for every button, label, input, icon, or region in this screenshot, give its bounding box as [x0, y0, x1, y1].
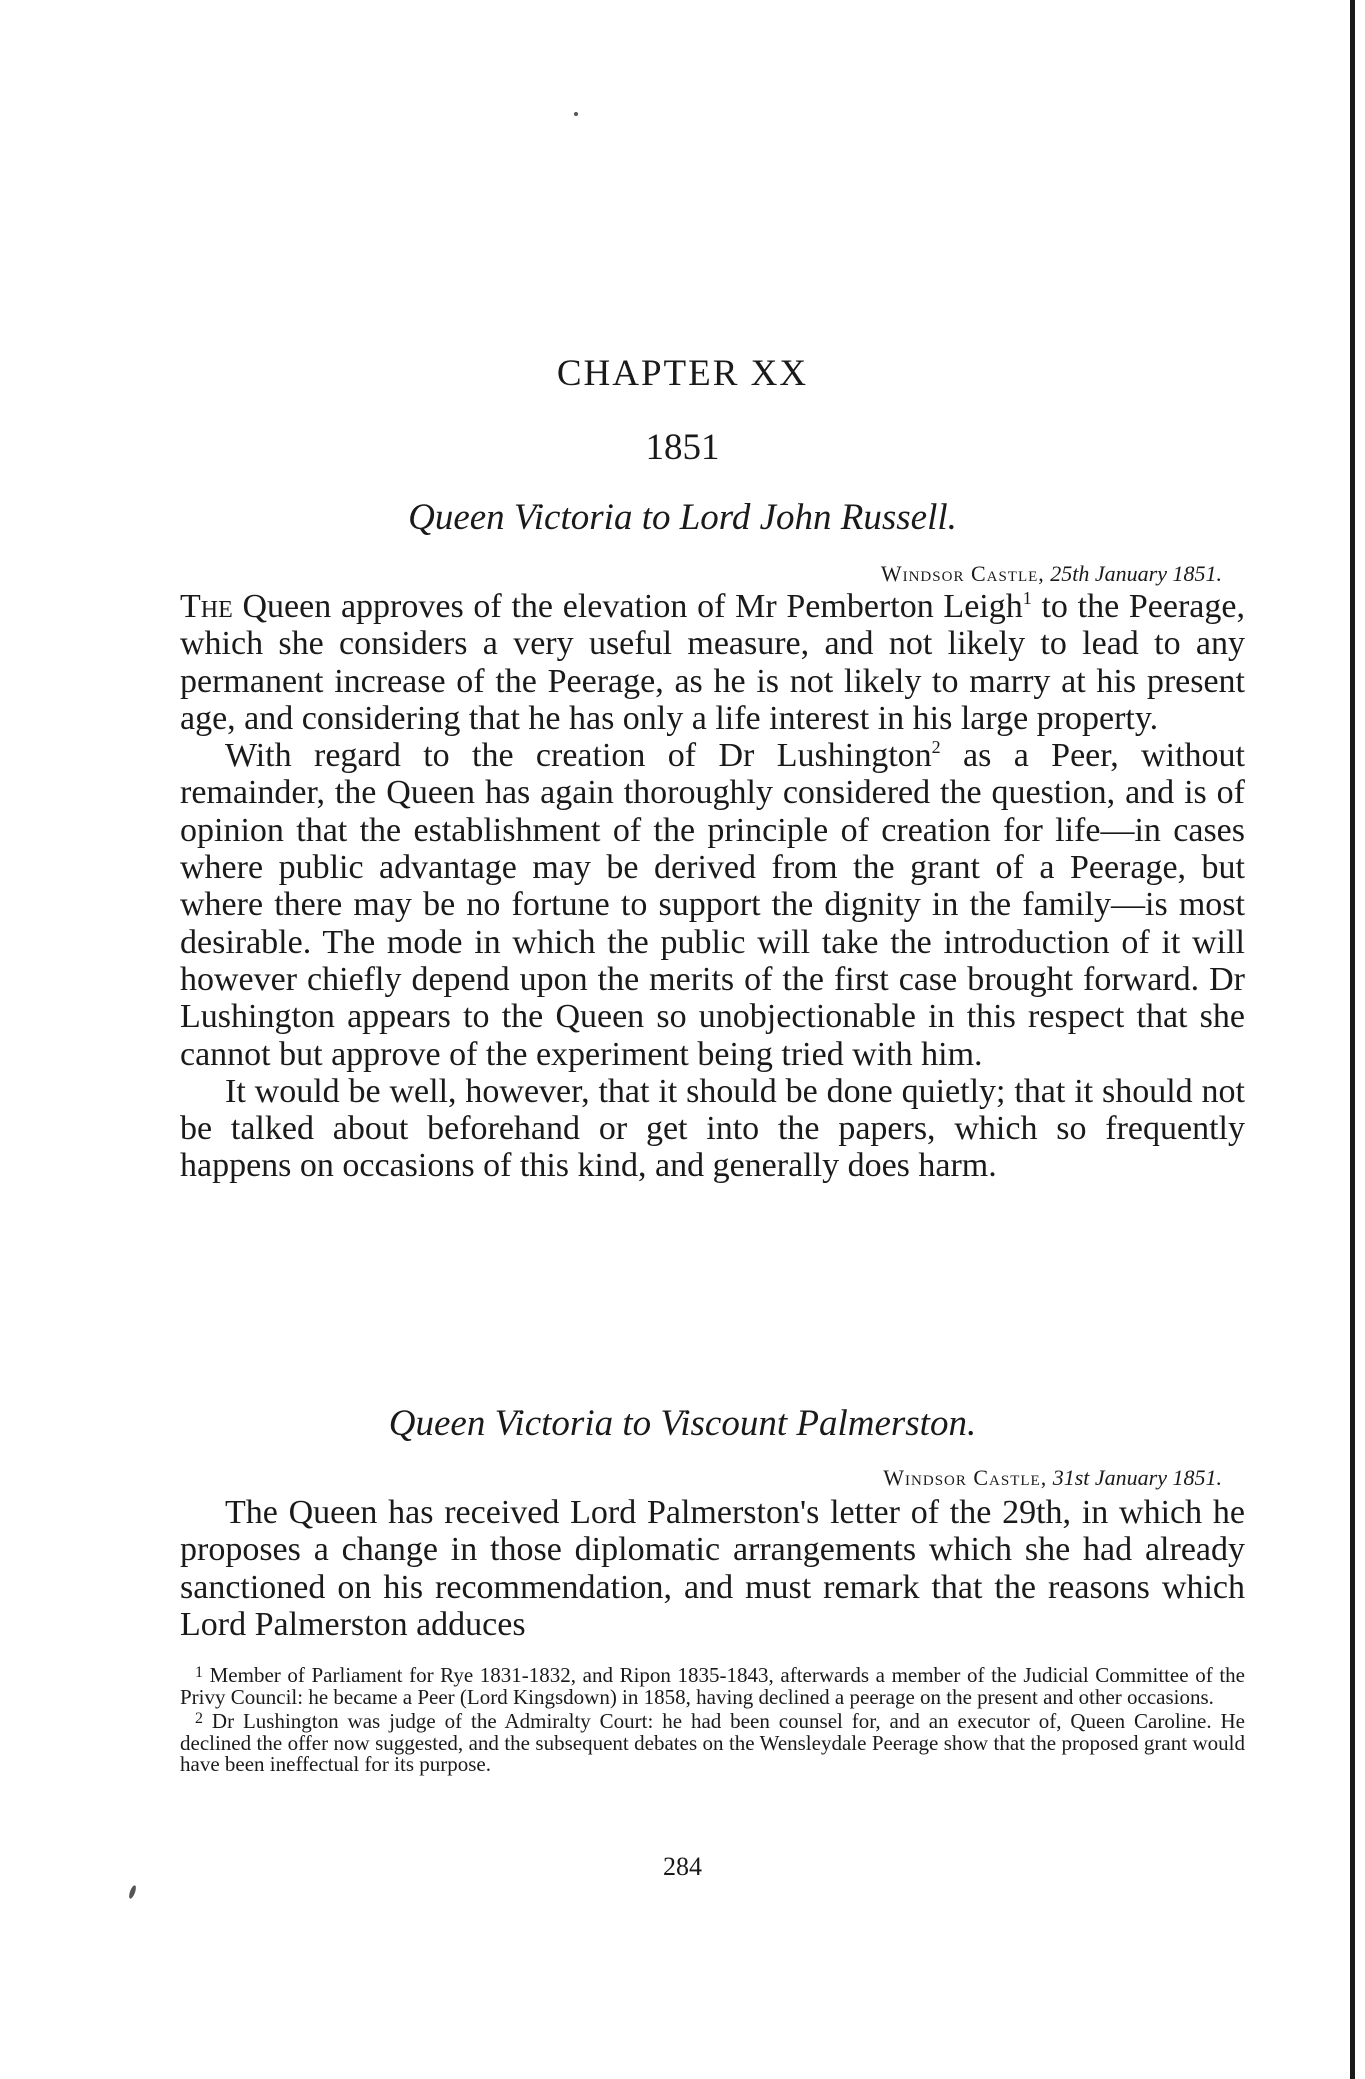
dateline-date: 31st January 1851. [1052, 1465, 1222, 1490]
paragraph-text: With regard to the creation of Dr Lushington [225, 737, 932, 775]
footnote [180, 1708, 1245, 1776]
page-number: 284 [663, 1852, 702, 1881]
footnote-text: Dr Lushington was judge of the Admiralty Court: he had been counsel for, and an executor of, Queen Caroline. He declined the offer now suggested, and the subsequent debates on the Wensleydale Peerage show that the proposed grant would have been ineffectual for its purpose. [180, 1709, 1245, 1776]
footnote-ref: 2 [931, 737, 941, 758]
lead-word: The [180, 588, 233, 625]
scan-mark [128, 1885, 137, 1900]
paragraph-text: to the Peerage, which she considers a very useful measure, and not likely to lead to any permanent increase of the Peerage, as he is not likely to marry at his present age, and considering that he has only a life interest in his large property. [180, 588, 1245, 737]
footnote-text: Member of Parliament for Rye 1831-1832, and Ripon 1835-1843, afterwards a member of the Judicial Committee of the Privy Council: he became a Peer (Lord Kingsdown) in 1858, having declined a peerage on the present and other occasions. [180, 1663, 1246, 1709]
letter-body [180, 1494, 1245, 1643]
letter-dateline [881, 561, 1222, 587]
paragraph-text: as a Peer, without remainder, the Queen has again thoroughly considered the question, and is of opinion that the establishment of the principle of creation for life—in cases where public advantage may be derived from the grant of a Peerage, but where there may be no fortune to support the dignity in the family—is most desirable. The mode in which the public will take the introduction of it will however chiefly depend upon the merits of the first case brought forward. Dr Lushington appears to the Queen so unobjectionable in this respect that she cannot but approve of the experiment being tried with him. [180, 737, 1245, 1073]
footnote-number: 1 [195, 1664, 203, 1681]
letter-title: Queen Victoria to Viscount Palmerston. [388, 1403, 977, 1444]
footnote [180, 1662, 1245, 1708]
dateline-place: Windsor Castle, [883, 1465, 1048, 1490]
paragraph [180, 737, 1245, 1073]
footnote-number: 2 [195, 1710, 203, 1727]
paragraph [180, 588, 1245, 737]
paragraph: The Queen has received Lord Palmerston's letter of the 29th, in which he proposes a change in those diplomatic arrangements which she had already sanctioned on his recommendation, and must remark that the reasons which Lord Palmerston adduces [180, 1494, 1245, 1643]
scan-mark [574, 112, 578, 116]
dateline-place: Windsor Castle, [880, 561, 1045, 586]
chapter-heading: CHAPTER XX [556, 353, 809, 394]
letter-title: Queen Victoria to Lord John Russell. [408, 497, 957, 538]
page-edge-shadow [1350, 0, 1355, 2079]
letter-dateline [883, 1465, 1222, 1491]
letter-body [180, 588, 1245, 1185]
paragraph-text: Queen approves of the elevation of Mr Pemberton Leigh [232, 588, 1023, 625]
footnote-ref: 1 [1022, 588, 1032, 608]
footnotes [180, 1662, 1245, 1776]
paragraph: It would be well, however, that it should be done quietly; that it should not be talked about beforehand or get into the papers, which so frequently happens on occasions of this kind, and generally does harm. [180, 1072, 1245, 1185]
dateline-date: 25th January 1851. [1050, 561, 1222, 586]
chapter-year: 1851 [645, 427, 720, 468]
